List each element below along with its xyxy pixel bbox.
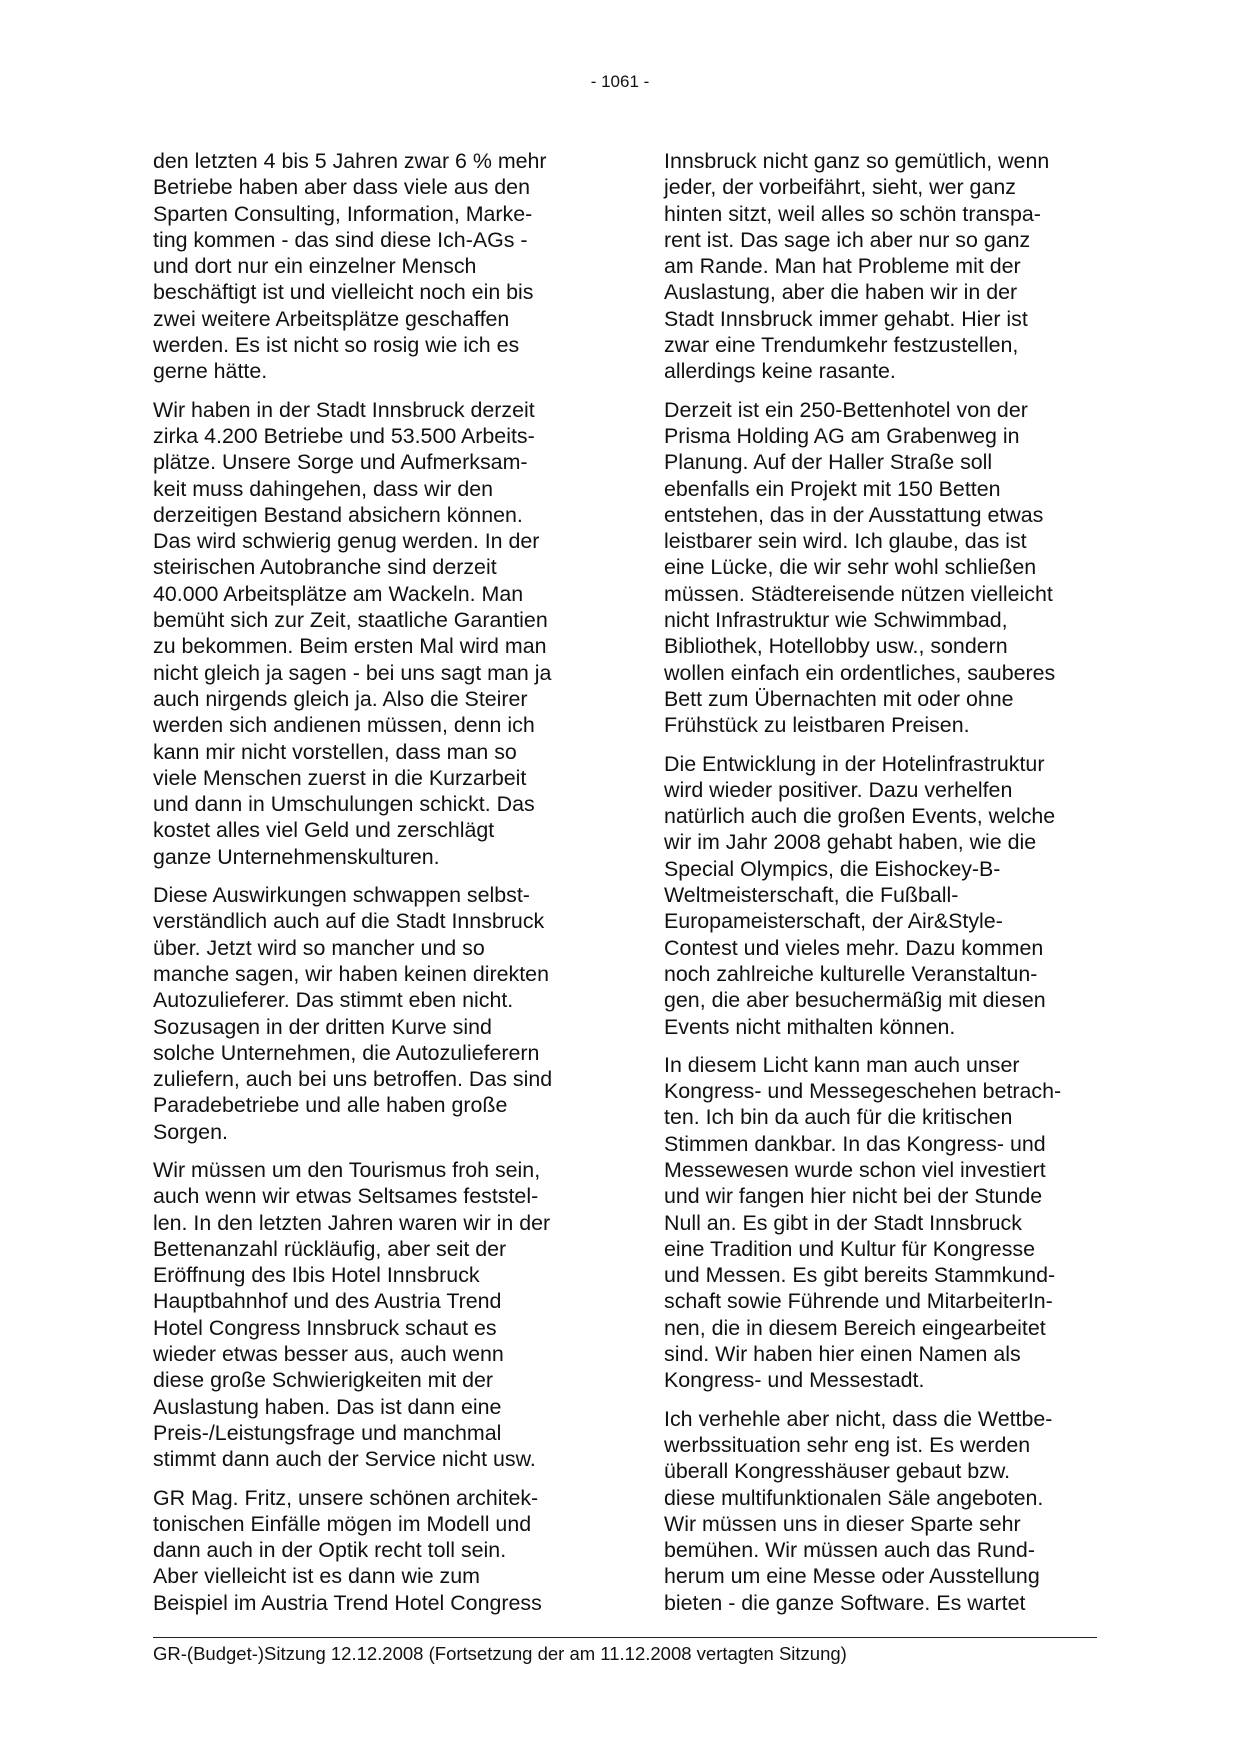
left-column	[153, 148, 596, 1628]
paragraph: GR Mag. Fritz, unsere schönen architek- tonischen Einfälle mögen im Modell und dann auch in der Optik recht toll sein. Aber vielleicht ist es dann wie zum Beispiel im Austria Trend Hotel Congress	[153, 1485, 542, 1615]
paragraph: In diesem Licht kann man auch unser Kongress- und Messegeschehen betrach- ten. Ich bin da auch für die kritischen Stimmen dankbar. In das Kongress- und Messewesen wurde schon viel investiert und wir fangen hier nicht bei der Stunde Null an. Es gibt in der Stadt Innsbruck eine Tradition und Kultur für Kongresse und Messen. Es gibt bereits Stammkund- schaft sowie Führende und MitarbeiterIn- nen, die in diesem Bereich eingearbeitet sind. Wir haben hier einen Namen als Kongress- und Messestadt.	[664, 1052, 1062, 1393]
paragraph: Innsbruck nicht ganz so gemütlich, wenn jeder, der vorbeifährt, sieht, wer ganz hinten sitzt, weil alles so schön transpa- rent ist. Das sage ich aber nur so ganz am Rande. Man hat Probleme mit der Auslastung, aber die haben wir in der Stadt Innsbruck immer gehabt. Hier ist zwar eine Trendumkehr festzustellen, allerdings keine rasante.	[664, 149, 1050, 384]
paragraph: Die Entwicklung in der Hotelinfrastruktur wird wieder positiver. Dazu verhelfen natürlich auch die großen Events, welche wir im Jahr 2008 gehabt haben, wie die Special Olympics, die Eishockey-B- Weltmeisterschaft, die Fußball- Europameisterschaft, der Air&Style- Contest und vieles mehr. Dazu kommen noch zahlreiche kulturelle Veranstaltun- gen, die aber besuchermäßig mit diesen Events nicht mithalten können.	[664, 751, 1056, 1039]
page-number: - 1061 -	[590, 72, 650, 91]
paragraph: den letzten 4 bis 5 Jahren zwar 6 % mehr Betriebe haben aber dass viele aus den Sparten Consulting, Information, Marke- ting kommen - das sind diese Ich-AGs - und dort nur ein einzelner Mensch beschäftigt ist und vielleicht noch ein bis zwei weitere Arbeitsplätze geschaffen werden. Es ist nicht so rosig wie ich es gerne hätte.	[153, 149, 547, 384]
footer-divider	[153, 1637, 1097, 1638]
paragraph: Wir müssen um den Tourismus froh sein, auch wenn wir etwas Seltsames feststel- len. In den letzten Jahren waren wir in der Bettenanzahl rückläufig, aber seit der Eröffnung des Ibis Hotel Innsbruck Hauptbahnhof und des Austria Trend Hotel Congress Innsbruck schaut es wieder etwas besser aus, auch wenn diese große Schwierigkeiten mit der Auslastung haben. Das ist dann eine Preis-/Leistungsfrage und manchmal stimmt dann auch der Service nicht usw.	[153, 1157, 551, 1472]
paragraph: Derzeit ist ein 250-Bettenhotel von der Prisma Holding AG am Grabenweg in Planung. Auf der Haller Straße soll ebenfalls ein Projekt mit 150 Betten entstehen, das in der Ausstattung etwas leistbarer sein wird. Ich glaube, das ist eine Lücke, die wir sehr wohl schließen müssen. Städtereisende nützen vielleicht nicht Infrastruktur wie Schwimmbad, Bibliothek, Hotellobby usw., sondern wollen einfach ein ordentliches, sauberes Bett zum Übernachten mit oder ohne Frühstück zu leistbaren Preisen.	[664, 397, 1056, 738]
paragraph: Ich verhehle aber nicht, dass die Wettbe- werbssituation sehr eng ist. Es werden überall Kongresshäuser gebaut bzw. diese multifunktionalen Säle angeboten. Wir müssen uns in dieser Sparte sehr bemühen. Wir müssen auch das Rund- herum um eine Messe oder Ausstellung bieten - die ganze Software. Es wartet	[664, 1406, 1053, 1615]
footer-session-info: GR-(Budget-)Sitzung 12.12.2008 (Fortsetzung der am 11.12.2008 vertagten Sitzung)	[153, 1643, 847, 1664]
paragraph: Diese Auswirkungen schwappen selbst- verständlich auch auf die Stadt Innsbruck über. Jetzt wird so mancher und so manche sagen, wir haben keinen direkten Autozulieferer. Das stimmt eben nicht. Sozusagen in der dritten Kurve sind solche Unternehmen, die Autozulieferern zuliefern, auch bei uns betroffen. Das sind Paradebetriebe und alle haben große Sorgen.	[153, 883, 553, 1144]
right-column	[664, 148, 1109, 1628]
paragraph: Wir haben in der Stadt Innsbruck derzeit zirka 4.200 Betriebe und 53.500 Arbeits- plätze. Unsere Sorge und Aufmerksam- keit muss dahingehen, dass wir den derzeitigen Bestand absichern können. Das wird schwierig genug werden. In der steirischen Autobranche sind derzeit 40.000 Arbeitsplätze am Wackeln. Man bemüht sich zur Zeit, staatliche Garantien zu bekommen. Beim ersten Mal wird man nicht gleich ja sagen - bei uns sagt man ja auch nirgends gleich ja. Also die Steirer werden sich andienen müssen, denn ich kann mir nicht vorstellen, dass man so viele Menschen zuerst in die Kurzarbeit und dann in Umschulungen schickt. Das kostet alles viel Geld und zerschlägt ganze Unternehmenskulturen.	[153, 397, 552, 869]
